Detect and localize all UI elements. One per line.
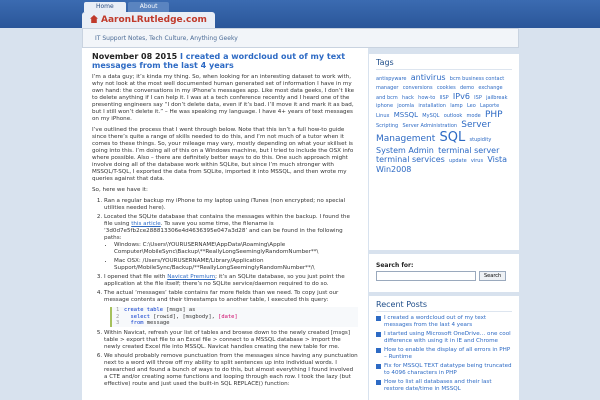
tag-link[interactable]: virus [470,157,484,164]
tag-link[interactable]: bcm business contact [449,76,505,82]
tag-link[interactable]: manager [376,84,399,91]
search-row [376,271,512,281]
tag-link[interactable]: Laporte [480,103,500,110]
tag-link[interactable]: Vista [487,154,508,164]
post-title-link[interactable]: I created a wordcloud out of my text messages from the last 4 years [92,52,346,70]
line-number: 1 [116,307,120,313]
step-3-text-b: ; it’s an SQLite database, so you just point the application at the file itself; there’s no SQLite service/daemon required to do so. [104,274,345,287]
recent-post-link[interactable]: I created a wordcloud out of my text messages from the last 4 years [376,315,512,329]
code-keyword: from [130,320,144,326]
main-content [82,48,368,400]
tag-link[interactable]: Management [376,133,436,144]
recent-posts-list [376,315,512,393]
tagline: IT Support Notes, Tech Culture, Anything Geeky [95,35,238,42]
tag-link[interactable]: IPv6 [452,91,470,101]
search-label: Search for: [376,262,414,269]
tags-widget [369,54,519,250]
tag-link[interactable]: joomla [397,103,415,110]
tag-link[interactable]: demo [459,84,475,91]
post-header [92,52,358,70]
nav-tabs [84,2,169,12]
tag-link[interactable]: exchange [478,84,503,91]
tag-link[interactable]: cookies [436,84,456,91]
tag-link[interactable]: MSSQL [393,111,419,119]
code-text: message [143,320,170,326]
code-line-3 [116,320,358,327]
tag-link[interactable]: lamp [450,103,463,110]
path-windows: • Windows: C:\Users\YOURUSERNAME\AppData\Roaming\Apple Computer\MobileSync\Backup\**ReallyLongSeeminglyRandomNumber**\ [114,242,358,256]
post-paragraph-1: I’m a data guy; it’s kinda my thing. So, when looking for an interesting dataset to work with, why not look at the most well documented human generated set of information I have in my own hand: the conversations in my iPhone’s messages app. Like most data geeks, I don’t like to delete anything if I can help it. I was at a tech conference recently and I heard one of the presenting engineers say “I don’t delete data, even if it’s bad. I’ll move it and mark it as bad, but I still won’t delete it.” – He was speaking my language. I have 4+ years of text messages on my iPhone. [92,74,355,122]
post-paragraph-3: So, here we have it: [92,187,148,193]
recent-posts-heading: Recent Posts [376,300,512,312]
tag-link[interactable]: terminal server [438,145,500,155]
this-article-link[interactable]: this article [131,221,161,227]
code-field: [date] [218,313,238,320]
code-block [110,307,358,327]
step-4-text: The actual ‘messages’ table contains far more fields than we need. To copy just our message contents and their timestamps to another table, I executed this query: [104,290,339,303]
navicat-link[interactable]: Navicat Premium [167,274,216,280]
step-6: 6. We should probably remove punctuation from the messages since having any punctuation next to a word will throw off my ability to split sentences up into individual words. I researched and found a bunch of ways to do this, but almost everything I found involved a CTE and/or creating some functions and looping through each row. I took the lazy (but effective) route and just used the built-in SQL REPLACE() function: [104,353,358,388]
search-button[interactable]: Search [479,271,506,281]
step-1: 1. Ran a regular backup my iPhone to my laptop using iTunes (non encrypted; no special utilities needed here). [104,198,358,212]
tag-link[interactable]: SQL [439,129,466,145]
tag-link[interactable]: System Admin [376,145,434,155]
search-input[interactable] [376,271,476,281]
post-paragraph-2: I’ve outlined the process that I went through below. Note that this isn’t a full how-to guide since there’s quite a range of skills needed to do this, and I’m not much of a tutor when it comes to these things. So, your mileage may vary, mostly depending on what your skillset is going into this. I’m doing all of this on a Windows machine, but I tried to include the OSX info where possible. Also – there are definitely better ways to do this. One such approach might involve doing all of the database work within SQLite, but since I’m much stronger with MSSQL/T-SQL, I exported the data from SQLite, imported it into MSSQL, and then wrote my queries against that data. [92,127,354,182]
tag-link[interactable]: jailbreak [486,94,508,101]
tag-link[interactable]: Scripting [376,123,399,130]
recent-post-link[interactable]: I started using Microsoft OneDrive… one cool difference with using it in IE and Chrome [376,331,512,345]
tag-link[interactable]: antivirus [410,73,446,82]
steps-list [104,198,358,388]
tag-link[interactable]: antispyware [376,76,407,82]
tag-cloud [376,73,512,174]
tag-link[interactable]: Server Administration [402,123,458,130]
step-5: 5. Within Navicat, refresh your list of tables and browse down to the newly created [msgs] table > export that file to an Excel file > connect to a MSSQL database > import the newly created Excel file into MSSQL. Navicat handles creating the new table for me. [104,330,358,351]
tag-link[interactable]: iphone [376,103,394,110]
tag-link[interactable]: Linux [376,113,390,119]
line-number: 2 [116,313,120,320]
tagline-bar [82,28,519,48]
tag-link[interactable]: stupidity [469,136,492,143]
step-3 [104,274,358,288]
tag-link[interactable]: hack [402,94,414,101]
code-keyword: create table [124,307,163,313]
line-number: 3 [116,320,120,326]
code-text: [rowid], [msgbody], [149,313,219,320]
post-date: November 08 2015 [92,52,178,61]
recent-post-link[interactable]: Fix for MSSQL TEXT datatype being truncated to 4096 characters in PHP [376,363,512,377]
top-bar [0,0,600,28]
site-title[interactable] [82,12,215,28]
home-icon [90,15,98,23]
tag-link[interactable]: Server [461,120,491,131]
step-2-text-b: . To save you some time, the filename is ‘3d0d7e5fb2ce288813306e4d4636395e047a3d28’ and can be found in the following paths: [104,221,343,241]
code-text: [msgs] as [162,307,196,313]
path-mac: • Mac OSX: /Users/YOURUSERNAME/Library/Application Support/MobileSync/Backup/**ReallyLongSeeminglyRandomNumber**/\ [114,258,358,272]
recent-post-link[interactable]: How to enable the display of all errors in PHP – Runtime [376,347,512,361]
code-keyword: select [130,313,150,320]
tag-link[interactable]: Win2008 [376,164,412,174]
step-4 [104,290,358,327]
tag-link[interactable]: how-to [418,94,436,101]
tag-link[interactable]: installation [418,103,446,110]
tag-link[interactable]: PHP [484,110,503,120]
tag-link[interactable]: outlook [443,113,463,119]
tag-link[interactable]: ISP [474,94,482,101]
recent-post-link[interactable]: How to list all databases and their last restore date/time in MSSQL [376,379,512,393]
site-title-text[interactable]: AaronLRutledge.com [101,15,207,25]
tag-link[interactable]: Leo [466,103,476,110]
search-widget [369,254,519,292]
tag-link[interactable]: conversions [402,84,433,91]
tag-link[interactable]: terminal services [376,154,445,164]
tab-about[interactable]: About [128,2,170,12]
step-2 [104,214,358,272]
sidebar [369,48,519,400]
tag-link[interactable]: MySQL [422,113,440,119]
tag-link[interactable]: IISP [439,94,449,101]
tab-home[interactable]: Home [84,2,126,12]
step-2-text-a: Located the SQLite database that contains the messages within the backup. I found the file using [104,214,350,227]
paths-list [114,242,358,272]
step-3-text-a: I opened that file with [104,274,168,280]
recent-posts-widget [369,296,519,400]
tag-link[interactable]: and bcm [376,94,398,101]
tag-link[interactable]: mode [466,113,481,119]
tag-link[interactable]: update [449,157,467,164]
tags-heading: Tags [376,58,512,70]
